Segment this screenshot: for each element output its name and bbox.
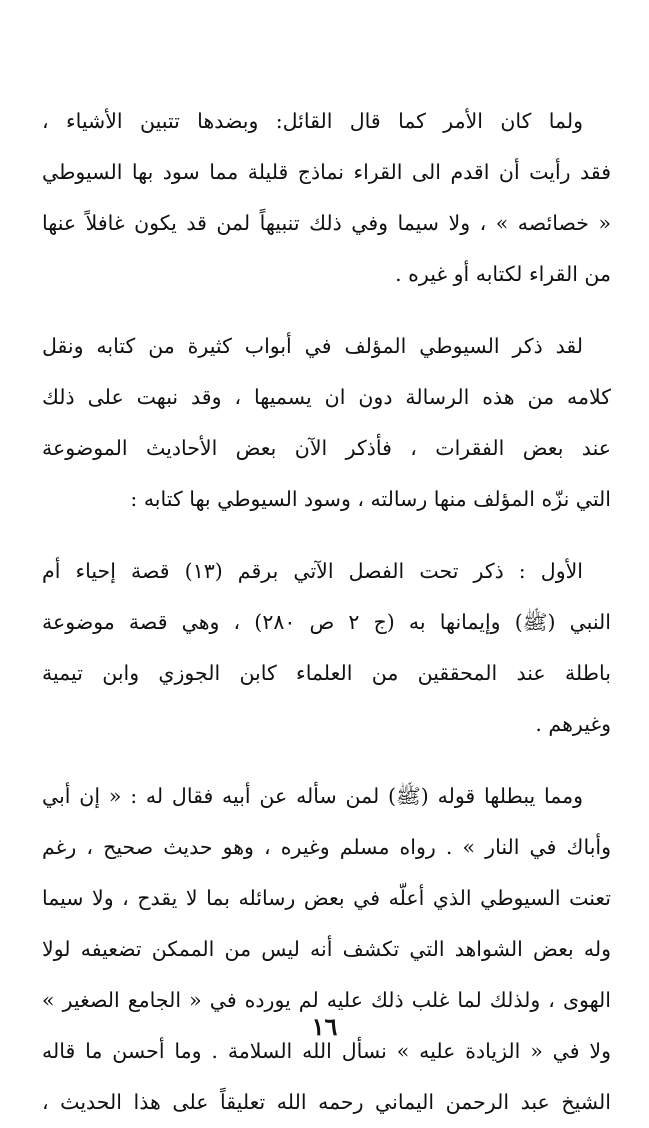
- text-line: من القراء لكتابه أو غيره .: [395, 262, 611, 286]
- page-number: ١٦: [311, 1012, 338, 1041]
- body-text: [42, 96, 611, 1128]
- text-line: الأول : ذكر تحت الفصل الآتي برقم (١٣) قصة إحياء أم: [42, 559, 583, 583]
- text-line: وأباك في النار » . رواه مسلم وغيره ، وهو حديث صحيح ، رغم: [42, 835, 611, 859]
- text-line: « خصائصه » ، ولا سيما وفي ذلك تنبيهاً لمن قد يكون غافلاً عنها: [42, 211, 611, 235]
- text-line: ولا في « الزيادة عليه » نسأل الله السلامة . وما أحسن ما قاله: [42, 1039, 611, 1063]
- text-line: ولما كان الأمر كما قال القائل: وبضدها تتبين الأشياء ،: [42, 109, 583, 133]
- text-line: باطلة عند المحققين من العلماء كابن الجوزي وابن تيمية: [42, 661, 611, 685]
- paragraph-3: [42, 546, 611, 750]
- text-line: تعنت السيوطي الذي أعلّه في بعض رسائله بما لا يقدح ، ولا سيما: [42, 886, 611, 910]
- text-line: فقد رأيت أن اقدم الى القراء نماذج قليلة مما سود بها السيوطي: [42, 160, 611, 184]
- text-line: وله بعض الشواهد التي تكشف أنه ليس من الممكن تضعيفه لولا: [42, 937, 611, 961]
- text-line: لقد ذكر السيوطي المؤلف في أبواب كثيرة من كتابه ونقل: [42, 334, 583, 358]
- text-line: الشيخ عبد الرحمن اليماني رحمه الله تعليقاً على هذا الحديث ،: [42, 1090, 611, 1114]
- text-line: عند بعض الفقرات ، فأذكر الآن بعض الأحاديث الموضوعة: [42, 436, 611, 460]
- paragraph-4: [42, 771, 611, 1128]
- text-line: التي نزّه المؤلف منها رسالته ، وسود السيوطي بها كتابه :: [130, 487, 611, 511]
- text-line: النبي (ﷺ) وإيمانها به (ج ٢ ص ٢٨٠) ، وهي قصة موضوعة: [42, 610, 611, 634]
- text-line: وغيرهم .: [535, 712, 611, 736]
- text-line: ومما يبطلها قوله (ﷺ) لمن سأله عن أبيه فقال له : « إن أبي: [42, 784, 583, 808]
- paragraph-1: [42, 96, 611, 300]
- text-line: كلامه من هذه الرسالة دون ان يسميها ، وقد نبهت على ذلك: [42, 385, 611, 409]
- paragraph-2: [42, 321, 611, 525]
- text-line: الهوى ، ولذلك لما غلب ذلك عليه لم يورده في « الجامع الصغير »: [42, 988, 611, 1012]
